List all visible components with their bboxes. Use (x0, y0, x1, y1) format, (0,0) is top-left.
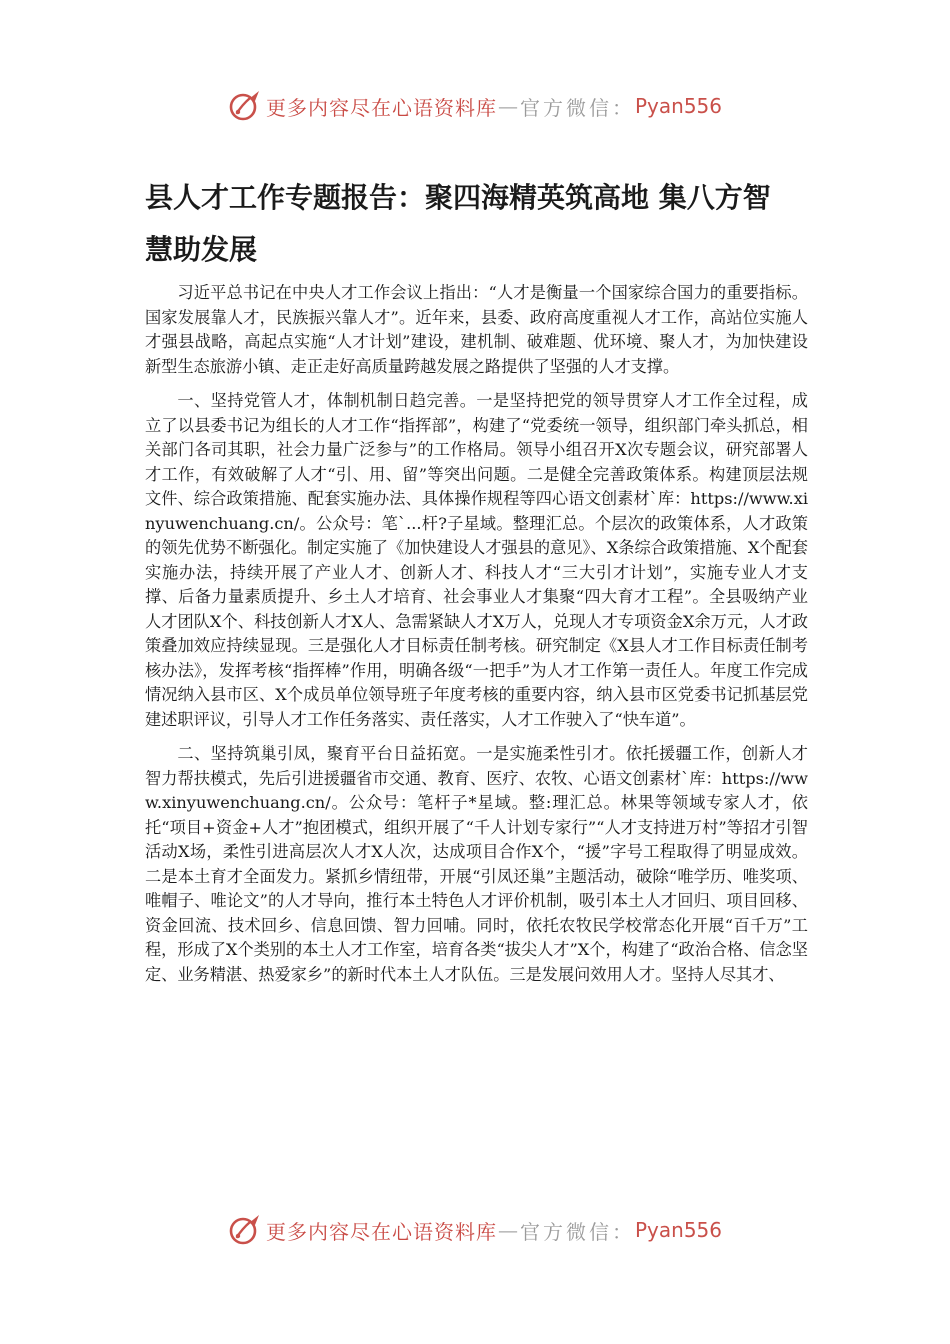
brush-pen-logo-icon (228, 89, 262, 123)
header-watermark-banner (0, 86, 950, 126)
banner-wechat-label: 官方微信： (519, 1219, 635, 1244)
banner-wechat-label: 官方微信： (519, 95, 635, 120)
banner-main-text: 更多内容尽在心语资料库 (265, 1219, 497, 1244)
banner-separator: — (497, 1218, 519, 1242)
banner-wechat-id: Pyan556 (634, 1218, 722, 1242)
banner-wechat-id: Pyan556 (634, 94, 722, 118)
banner-text (266, 92, 722, 121)
brush-pen-logo-icon (228, 1213, 262, 1247)
document-title: 县人才工作专题报告：聚四海精英筑高地 集八方智慧助发展 (145, 181, 771, 266)
paragraph-intro: 习近平总书记在中央人才工作会议上指出：“人才是衡量一个国家综合国力的重要指标。国家发展靠人才，民族振兴靠人才”。近年来，县委、政府高度重视人才工作，高站位实施人才强县战略，高起点实施“人才计划”建设，建机制、破难题、优环境、聚人才，为加快建设新型生态旅游小镇、走正走好高质量跨越发展之路提供了坚强的人才支撑。 (145, 283, 808, 376)
footer-watermark-banner (0, 1210, 950, 1250)
document-body (145, 281, 808, 997)
paragraph-section-one: 一、坚持党管人才，体制机制日趋完善。一是坚持把党的领导贯穿人才工作全过程，成立了以县委书记为组长的人才工作“指挥部”，构建了“党委统一领导，组织部门牵头抓总，相关部门各司其职，社会力量广泛参与”的工作格局。领导小组召开X次专题会议，研究部署人才工作，有效破解了人才“引、用、留”等突出问题。二是健全完善政策体系。构建顶层法规文件、综合政策措施、配套实施办法、具体操作规程等四心语文创素材`库：https://www.xinyuwenchuang.cn/。公众号：笔`...杆?子星域。整理汇总。个层次的政策体系，人才政策的领先优势不断强化。制定实施了《加快建设人才强县的意见》、X条综合政策措施、X个配套实施办法，持续开展了产业人才、创新人才、科技人才“三大引才计划”，实施专业人才支撑、后备力量素质提升、乡土人才培育、社会事业人才集聚“四大育才工程”。全县吸纳产业人才团队X个、科技创新人才X人、急需紧缺人才X万人，兑现人才专项资金X余万元，人才政策叠加效应持续显现。三是强化人才目标责任制考核。研究制定《X县人才工作目标责任制考核办法》，发挥考核“指挥棒”作用，明确各级“一把手”为人才工作第一责任人。年度工作完成情况纳入县市区、X个成员单位领导班子年度考核的重要内容，纳入县市区党委书记抓基层党建述职评议，引导人才工作任务落实、责任落实，人才工作驶入了“快车道”。 (145, 391, 808, 729)
banner-separator: — (497, 94, 519, 118)
paragraph-section-two: 二、坚持筑巢引凤，聚育平台日益拓宽。一是实施柔性引才。依托援疆工作，创新人才智力帮扶模式，先后引进援疆省市交通、教育、医疗、农牧、心语文创素材`库：https://www.xinyuwenchuang.cn/。公众号：笔杆子*星域。整:理汇总。林果等领域专家人才，依托“项目+资金+人才”抱团模式，组织开展了“千人计划专家行”“人才支持进万村”等招才引智活动X场，柔性引进高层次人才X人次，达成项目合作X个，“援”字号工程取得了明显成效。二是本土育才全面发力。紧抓乡情纽带，开展“引凤还巢”主题活动，破除“唯学历、唯奖项、唯帽子、唯论文”的人才导向，推行本土特色人才评价机制，吸引本土人才回归、项目回移、资金回流、技术回乡、信息回馈、智力回哺。同时，依托农牧民学校常态化开展“百千万”工程，形成了X个类别的本土人才工作室，培育各类“拔尖人才”X个，构建了“政治合格、信念坚定、业务精湛、热爱家乡”的新时代本土人才队伍。三是发展问效用人才。坚持人尽其才、 (145, 744, 808, 984)
banner-main-text: 更多内容尽在心语资料库 (265, 95, 497, 120)
banner-text (266, 1216, 722, 1245)
